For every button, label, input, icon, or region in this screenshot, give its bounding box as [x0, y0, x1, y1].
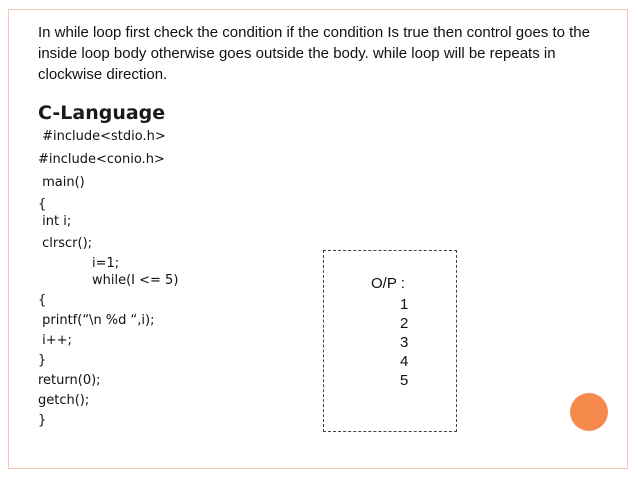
output-value: 1: [400, 296, 409, 313]
code-line: }: [38, 413, 47, 428]
output-label: O/P :: [371, 275, 405, 292]
code-line: printf(“\n %d “,i);: [38, 313, 155, 328]
output-value: 2: [400, 315, 409, 332]
code-line: while(I <= 5): [92, 273, 179, 288]
code-line: return(0);: [38, 373, 101, 388]
code-line: }: [38, 353, 47, 368]
code-line: i=1;: [92, 256, 120, 271]
code-line: i++;: [38, 333, 72, 348]
code-line: main(): [38, 175, 85, 190]
output-value: 5: [400, 372, 409, 389]
accent-circle: [570, 393, 608, 431]
code-line: #include<stdio.h>: [38, 129, 166, 144]
section-heading: C-Language: [38, 102, 166, 124]
intro-paragraph: In while loop first check the condition if the condition Is true then control goes to the inside loop body otherwise goes outside the body. while loop will be repeats in clockwise direction.: [38, 24, 590, 83]
output-value: 3: [400, 334, 409, 351]
code-line: getch();: [38, 393, 90, 408]
output-value: 4: [400, 353, 409, 370]
code-line: {: [38, 293, 47, 308]
code-line: clrscr();: [38, 236, 93, 251]
code-line: #include<conio.h>: [38, 152, 165, 167]
code-line: {: [38, 197, 47, 212]
code-line: int i;: [38, 214, 72, 229]
